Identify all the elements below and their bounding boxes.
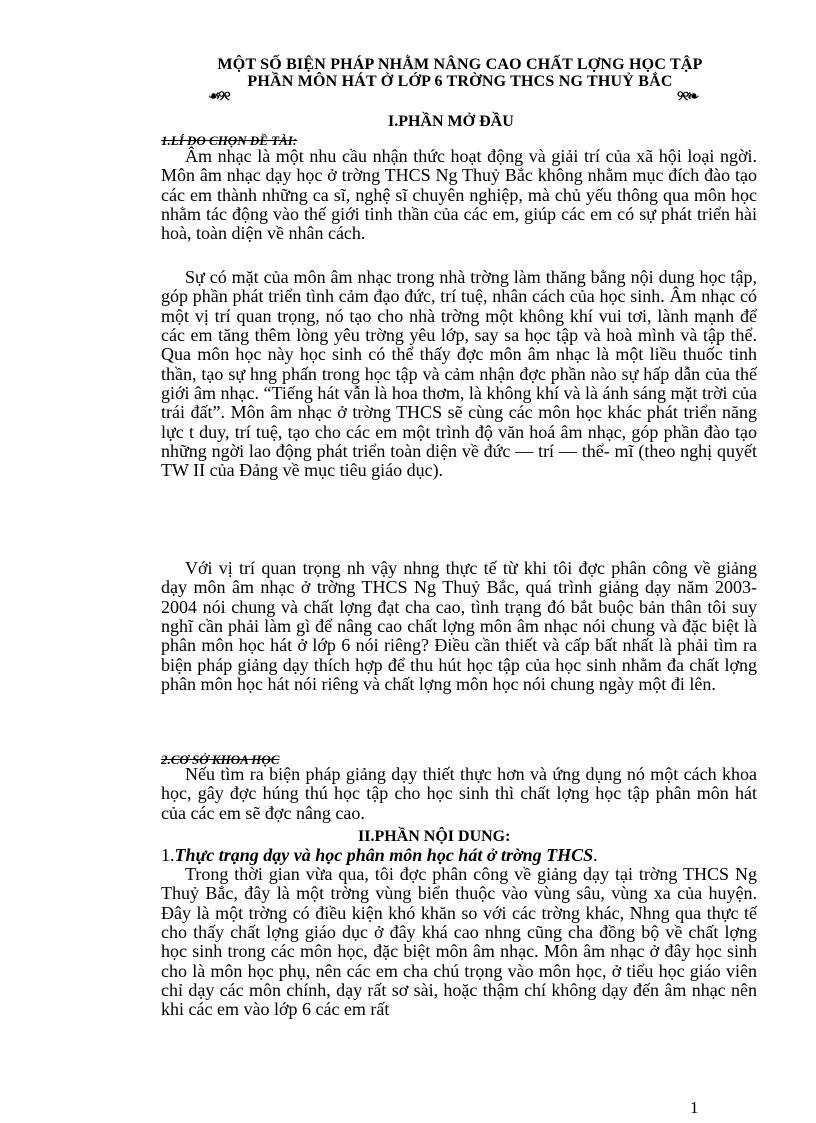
paragraph-3-text: Với vị trí quan trọng nh vậy nhng thực tế từ khi tôi đợc phân công về giảng dạy môn âm nhạc ở trờng THCS Ng Thuỷ Bắc, quá trình giảng dạy năm 2003-2004 nói chung và chất lợng đạt cha cao, tình trạng đó bắt buộc bản thân tôi suy nghĩ cần phải làm gì để nâng cao chất lợng môn âm nhạc nói chung và đặc biệt là phân môn học hát ở lớp 6 nói riêng? Điều cần thiết và cấp bất nhất là phải tìm ra biện pháp giảng dạy thích hợp để thu hút học tập của học sinh nhằm đa chất lợng phân môn học hát nói riêng và chất lợng môn học nói chung ngày một đi lên. (161, 558, 757, 695)
paragraph-3 (161, 559, 757, 694)
paragraph-5 (161, 865, 757, 1020)
paragraph-5-text: Trong thời gian vừa qua, tôi đợc phân công về giảng dạy tại trờng THCS Ng Thuỷ Bắc, đây là một trờng vùng biển thuộc vào vùng sâu, vùng xa của huyện. Đây là một trờng có điều kiện khó khăn so với các trờng khác, Nhng qua thực tế cho thấy chất lợng giáo dục ở đây khá cao nhng cũng cha đồng bộ về chất lợng học sinh trong các môn học, đặc biệt môn âm nhạc. Môn âm nhạc ở đây học sinh cho là môn học phụ, nên các em cha chú trọng vào môn học, ở tiểu học giáo viên chỉ dạy các môn chính, dạy rất sơ sài, hoặc thậm chí không dạy đến âm nhạc nên khi các em vào lớp 6 các em rất (161, 864, 757, 1020)
paragraph-4 (161, 765, 757, 823)
subsection-1-title-text: Thực trạng dạy và học phân môn học hát ở trờng THCS (174, 845, 594, 865)
paragraph-1 (161, 147, 757, 244)
subsection-1-title (161, 846, 757, 865)
ornament-left-icon: ☙୨୧ (209, 88, 230, 103)
document-title-line-2: PHẦN MÔN HÁT Ở LỚP 6 TRỜNG THCS NG THUỶ BẮC (247, 73, 673, 90)
document-title-line-1: MỘT SỐ BIỆN PHÁP NHẰM NÂNG CAO CHẤT LỢNG HỌC TẬP (217, 56, 703, 73)
paragraph-4-text: Nếu tìm ra biện pháp giảng dạy thiết thực hơn và ứng dụng nó một cách khoa học, gây đợc húng thú học tập cho học sinh thì chất lợng học tập phân môn hát của các em sẽ đợc nâng cao. (161, 764, 757, 823)
subsection-1-end: . (593, 845, 598, 865)
section1-heading: 1.LÍ DO CHỌN ĐỀ TÀI: (161, 133, 298, 148)
paragraph-2 (161, 268, 757, 481)
section2-heading: 2.CƠ SỞ KHOA HỌC (161, 752, 280, 767)
part1-heading: I.PHẦN MỞ ĐẦU (388, 113, 514, 130)
paragraph-2-text: Sự có mặt của môn âm nhạc trong nhà trờng làm thăng bằng nội dung học tập, góp phần phát triển tình cảm đạo đức, trí tuệ, nhân cách của học sinh. Âm nhạc có một vị trí quan trọng, nó tạo cho nhà trờng một không khí vui tơi, lành mạnh để các em tăng thêm lòng yêu trờng yêu lớp, say sa học tập và hoà mình và tập thể. Qua môn học này học sinh có thể thấy đợc môn âm nhạc là một liều thuốc tinh thần, tạo sự hng phấn trong học tập và cảm nhận đợc phần nào sự hấp dẫn của thế giới âm nhạc. “Tiếng hát vẫn là hoa thơm, là không khí và là ánh sáng mặt trời của trái đất”. Môn âm nhạc ở trờng THCS sẽ cùng các môn học khác phát triển năng lực t duy, trí tuệ, tạo cho các em một trình độ văn hoá âm nhạc, góp phần đào tạo những ngời lao động phát triển toàn diện về đức — trí — thể- mĩ (theo nghị quyết TW II của Đảng về mục tiêu giáo dục). (161, 267, 757, 481)
ornament-right-icon: ୨୧❧ (677, 88, 698, 103)
part2-heading: II.PHẦN NỘI DUNG: (358, 828, 511, 845)
subsection-1-number: 1. (161, 845, 175, 865)
page-number: 1 (690, 1098, 699, 1117)
paragraph-1-text: Âm nhạc là một nhu cầu nhận thức hoạt động và giải trí của xã hội loại ngời. Môn âm nhạc dạy học ở trờng THCS Ng Thuỷ Bắc không nhằm mục đích đào tạo các em thành những ca sĩ, nghệ sĩ chuyên nghiệp, mà chủ yếu thông qua môn học nhằm tác động vào thế giới tinh thần của các em, giúp các em có sự phát triển hài hoà, toàn diện về nhân cách. (161, 146, 757, 244)
